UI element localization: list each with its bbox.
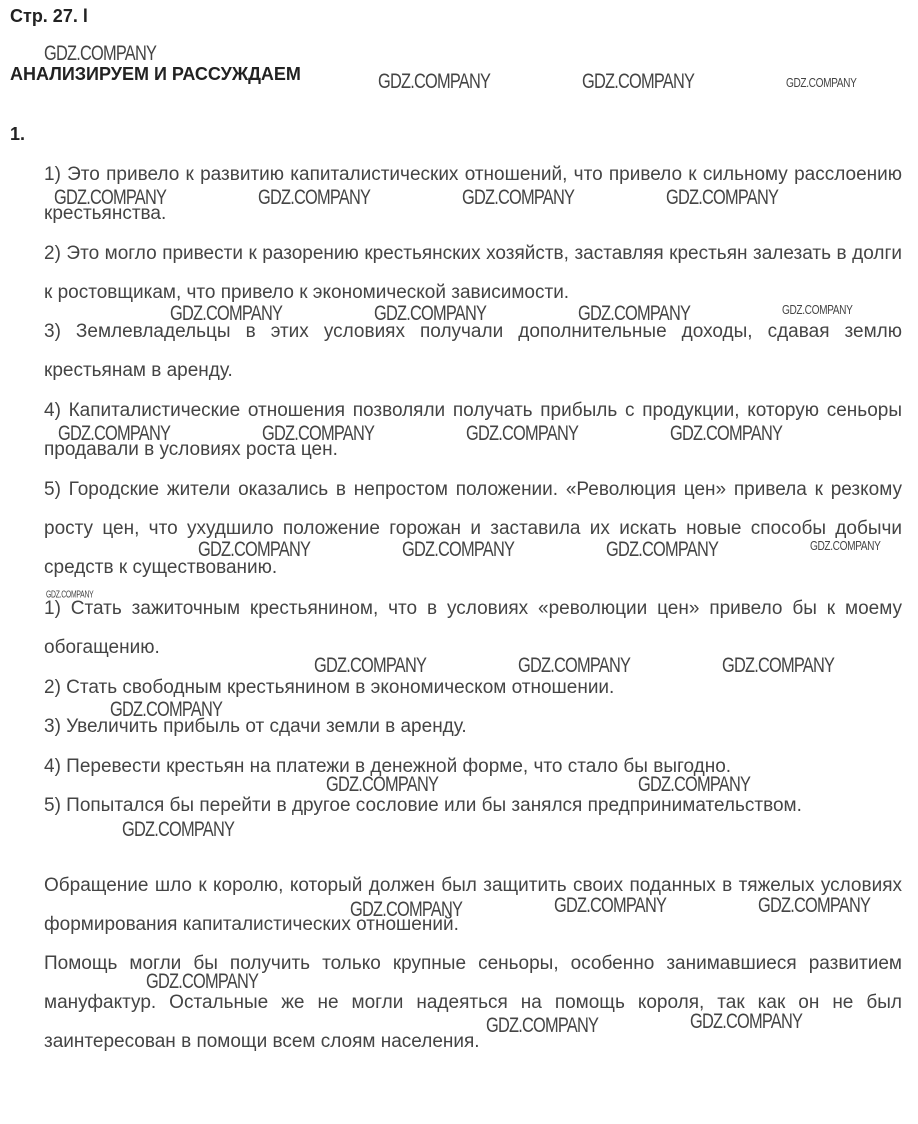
watermark: GDZ.COMPANY [122, 818, 235, 841]
watermark: GDZ.COMPANY [670, 422, 783, 445]
watermark: GDZ.COMPANY [758, 894, 871, 917]
watermark: GDZ.COMPANY [486, 1014, 599, 1037]
watermark: GDZ.COMPANY [46, 588, 94, 600]
answer-paragraph: Помощь могли бы получить только крупные сеньоры, особенно занимавшиеся развитием мануфактур. Остальные же не могли надеяться на помощь короля, так как он не был заинтересован в помощи всем слоям населения. [44, 953, 902, 1052]
watermark: GDZ.COMPANY [582, 70, 695, 93]
answer-paragraph: 3) Землевладельцы в этих условиях получали дополнительные доходы, сдавая землю крестьянам в аренду. [44, 321, 902, 381]
watermark: GDZ.COMPANY [402, 538, 515, 561]
watermark: GDZ.COMPANY [462, 186, 575, 209]
answer-paragraph: 2) Это могло привести к разорению крестьянских хозяйств, заставляя крестьян залезать в долги к ростовщикам, что привело к экономической зависимости. [44, 243, 902, 303]
watermark: GDZ.COMPANY [110, 698, 223, 721]
watermark: GDZ.COMPANY [326, 773, 439, 796]
answer-paragraph: 2) Стать свободным крестьянином в экономическом отношении. [44, 677, 615, 698]
watermark: GDZ.COMPANY [666, 186, 779, 209]
watermark: GDZ.COMPANY [350, 898, 463, 921]
watermark: GDZ.COMPANY [782, 302, 853, 317]
answer-paragraph: 1) Стать зажиточным крестьянином, что в условиях «революции цен» привело бы к моему обогащению. [44, 598, 902, 658]
watermark: GDZ.COMPANY [810, 538, 881, 553]
answer-paragraph: 5) Городские жители оказались в непростом положении. «Революция цен» привела к резкому росту цен, что ухудшило положение горожан и заставила их искать новые способы добычи средств к существованию. [44, 479, 902, 578]
page-title: Стр. 27. l [10, 6, 88, 26]
watermark: GDZ.COMPANY [638, 773, 751, 796]
answer-paragraph: 5) Попытался бы перейти в другое сословие или бы занялся предпринимательством. [44, 795, 802, 816]
watermark: GDZ.COMPANY [170, 302, 283, 325]
watermark: GDZ.COMPANY [378, 70, 491, 93]
answer-paragraph: 4) Перевести крестьян на платежи в денежной форме, что стало бы выгодно. [44, 756, 732, 777]
watermark: GDZ.COMPANY [722, 654, 835, 677]
answer-paragraph: 1) Это привело к развитию капиталистических отношений, что привело к сильному расслоению крестьянства. [44, 164, 902, 224]
watermark: GDZ.COMPANY [606, 538, 719, 561]
answer-paragraph: Обращение шло к королю, который должен был защитить своих поданных в тяжелых условиях формирования капиталистических отношений. [44, 875, 902, 935]
answer-paragraph: 4) Капиталистические отношения позволяли получать прибыль с продукции, которую сеньоры продавали в условиях роста цен. [44, 400, 902, 460]
watermark: GDZ.COMPANY [578, 302, 691, 325]
task-number: 1. [10, 124, 26, 144]
watermark: GDZ.COMPANY [44, 42, 157, 65]
watermark: GDZ.COMPANY [554, 894, 667, 917]
watermark: GDZ.COMPANY [198, 538, 311, 561]
watermark: GDZ.COMPANY [690, 1010, 803, 1033]
watermark: GDZ.COMPANY [54, 186, 167, 209]
watermark: GDZ.COMPANY [374, 302, 487, 325]
watermark: GDZ.COMPANY [146, 970, 259, 993]
section-title: АНАЛИЗИРУЕМ И РАССУЖДАЕМ [10, 64, 301, 84]
watermark: GDZ.COMPANY [466, 422, 579, 445]
watermark: GDZ.COMPANY [518, 654, 631, 677]
watermark: GDZ.COMPANY [786, 75, 857, 90]
watermark: GDZ.COMPANY [258, 186, 371, 209]
answer-paragraph: 3) Увеличить прибыль от сдачи земли в аренду. [44, 716, 467, 737]
watermark: GDZ.COMPANY [58, 422, 171, 445]
watermark: GDZ.COMPANY [314, 654, 427, 677]
watermark: GDZ.COMPANY [262, 422, 375, 445]
